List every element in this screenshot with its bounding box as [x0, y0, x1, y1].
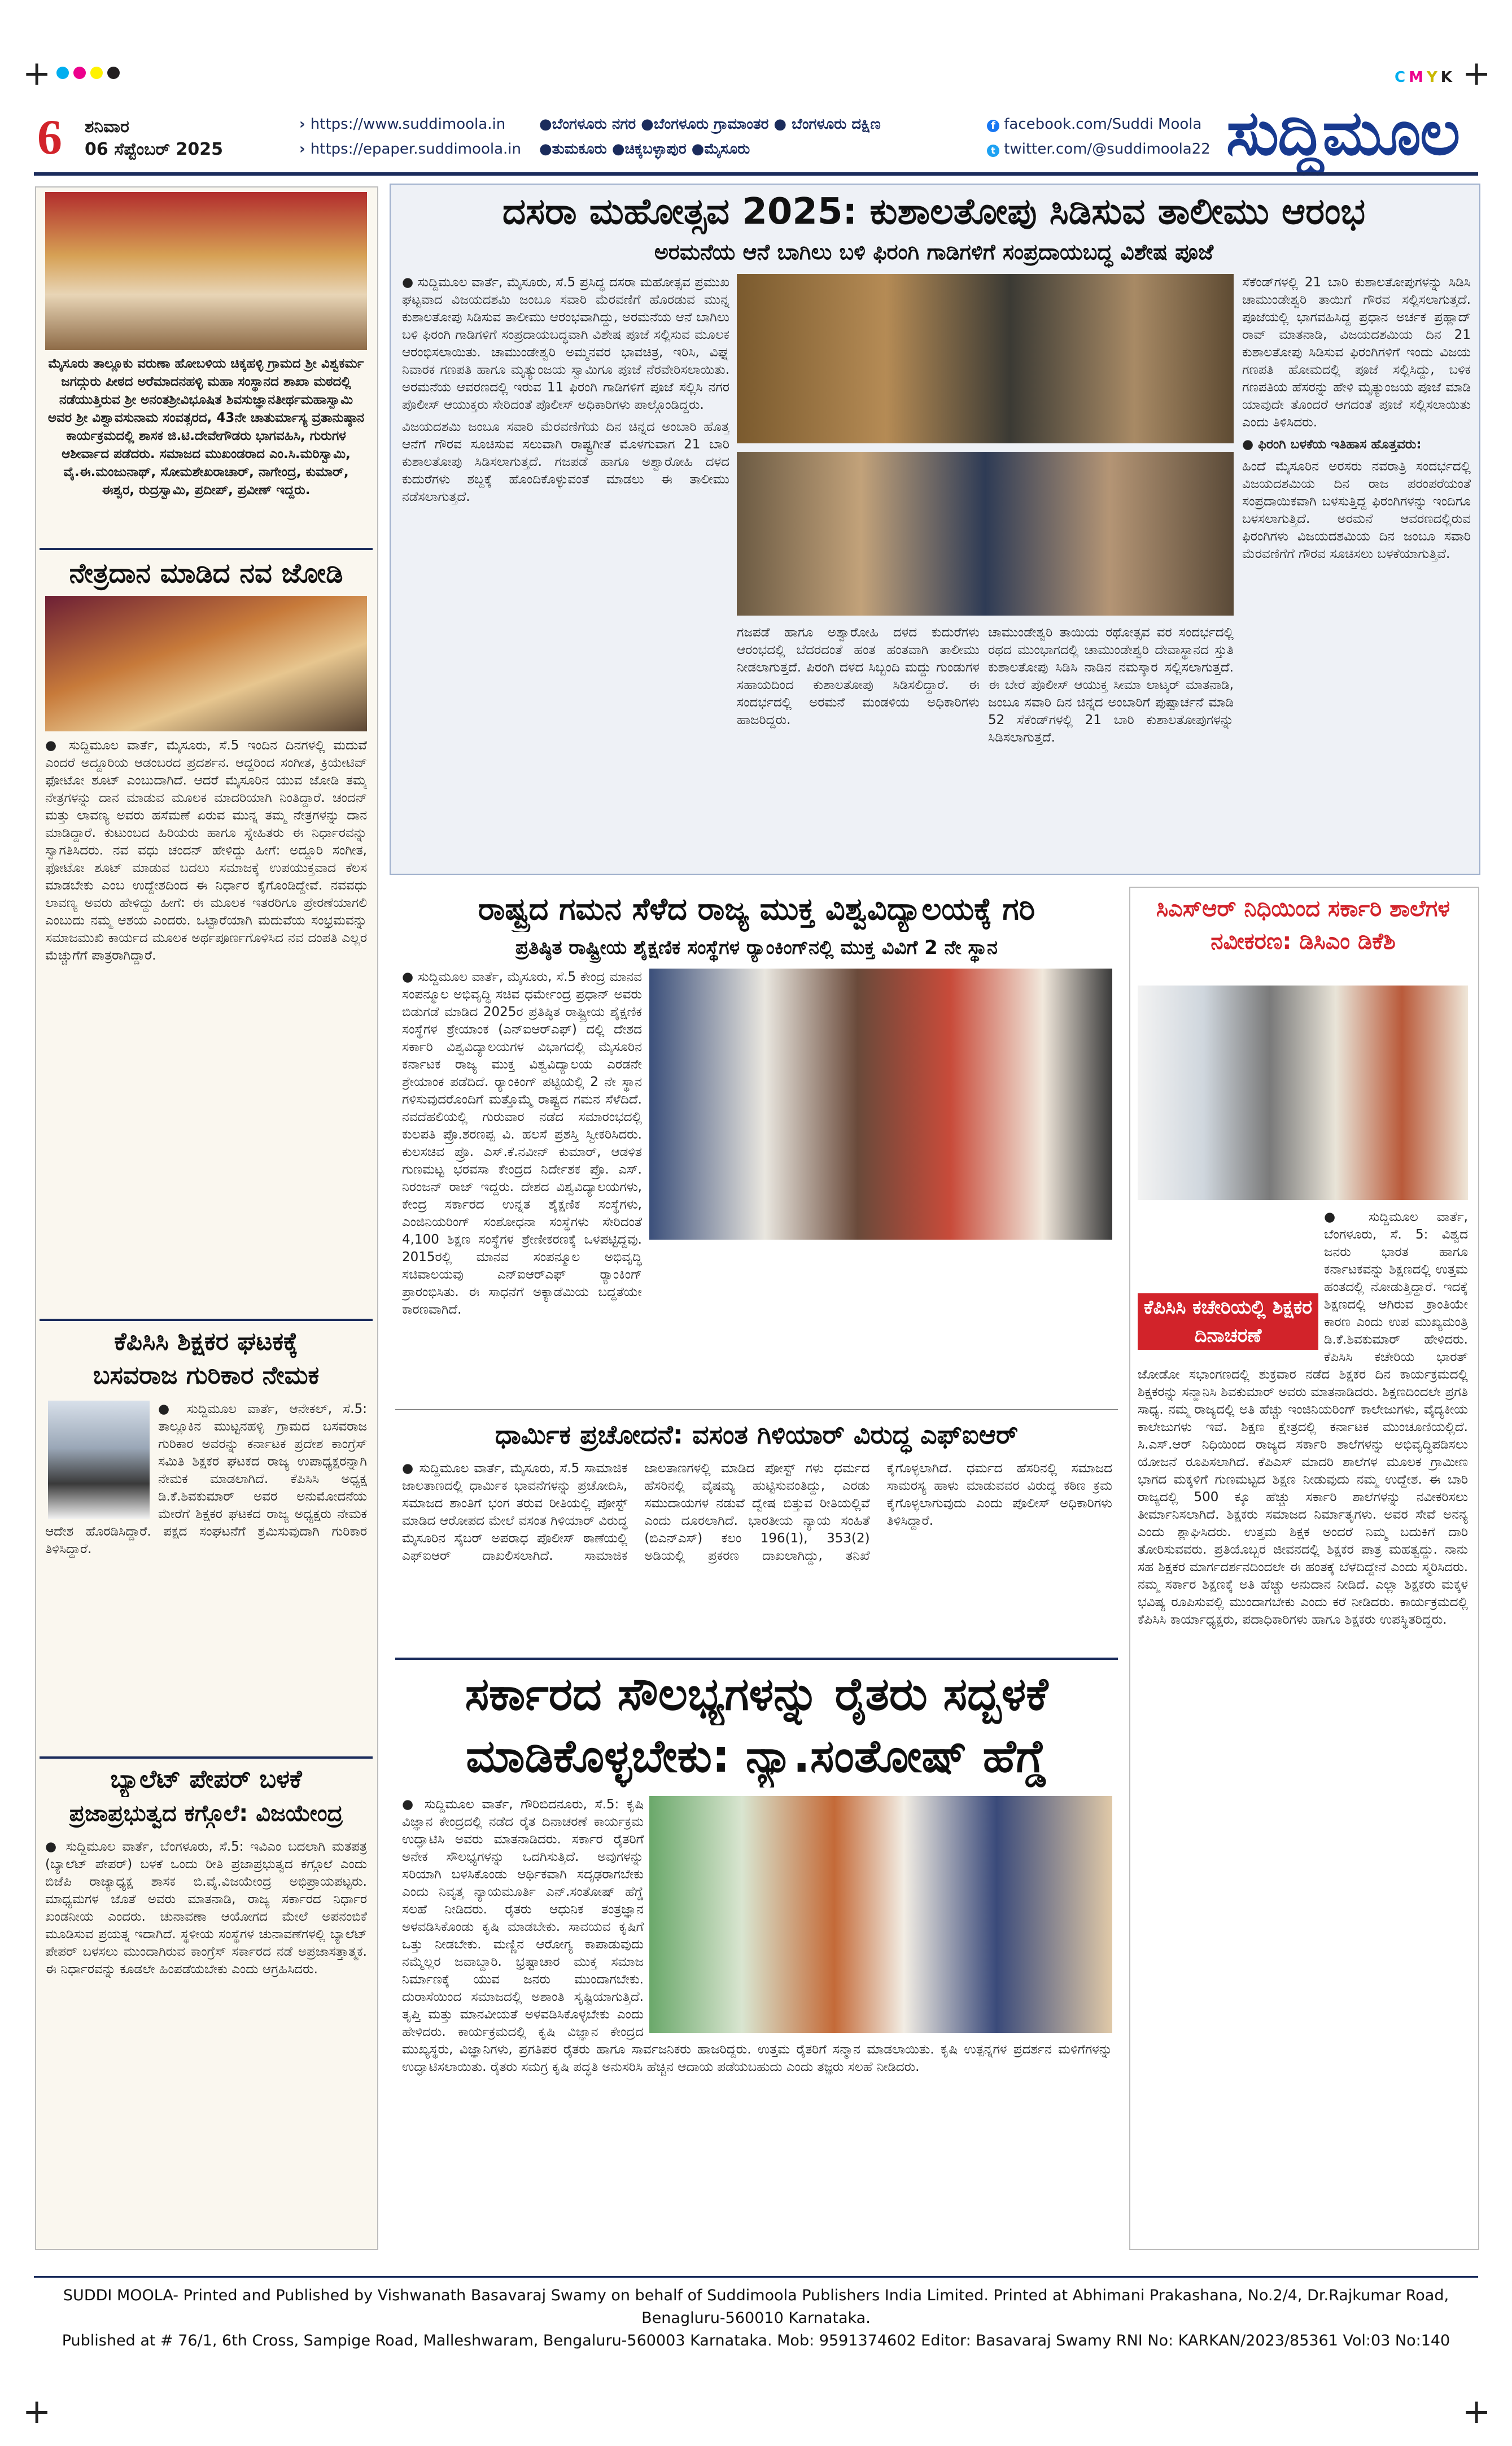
date-block [85, 116, 223, 161]
police-officers-photo [737, 452, 1234, 616]
ksou-body-cont [649, 1245, 1112, 1403]
dasara-col3: ಗಜಪಡೆ ಹಾಗೂ ಅಶ್ವಾರೋಹಿ ದಳದ ಕುದುರೆಗಳು ಆರಂಭದಲ್ಲಿ ಬೆದರದಂತೆ ಹಂತ ಹಂತವಾಗಿ ತಾಲೀಮು ನೀಡಲಾಗುತ್ತದೆ. ಪಿರಂಗಿ ದಳದ ಸಿಬ್ಬಂದಿ ಮದ್ದು ಗುಂಡುಗಳ ಸಹಾಯದಿಂದ ಕುಶಾಲತೋಪು ಸಿಡಿಸಲಿದ್ದಾರೆ. ಈ ಸಂದರ್ಭದಲ್ಲಿ ಅರಮನೆ ಮಂಡಳಿಯ ಅಧಿಕಾರಿಗಳು ಹಾಜರಿದ್ದರು. [737, 625, 980, 727]
black-dot [107, 67, 120, 79]
dasara-para5b: ಹಿಂದೆ ಮೈಸೂರಿನ ಅರಸರು ನವರಾತ್ರಿ ಸಂದರ್ಭದಲ್ಲಿ ವಿಜಯದಶಮಿಯ ದಿನ ರಾಜ ಪರಂಪರೆಯಂತೆ ಸಂಪ್ರದಾಯಿಕವಾಗಿ ಬಳಸುತ್ತಿದ್ದ ಫಿರಂಗಿಗಳನ್ನು ಇಂದಿಗೂ ಬಳಸಲಾಗುತ್ತಿದೆ. ಅರಮನೆ ಆವರಣದಲ್ಲಿರುವ ಫಿರಂಗಿಗಳು ವಿಜಯದಶಮಿಯ ದಿನ ಜಂಬೂ ಸವಾರಿ ಮೆರವಣಿಗೆಗೆ ಗೌರವ ಸೂಚಿಸಲು ಬಳಕೆಯಾಗುತ್ತಿವೆ. [1242, 459, 1471, 561]
dasara-para1: ● ಸುದ್ದಿಮೂಲ ವಾರ್ತೆ, ಮೈಸೂರು, ಸೆ.5 ಪ್ರಸಿದ್ಧ ದಸರಾ ಮಹೋತ್ಸವ ಪ್ರಮುಖ ಘಟ್ಟವಾದ ವಿಜಯದಶಮಿ ಜಂಬೂ ಸವಾರಿ ಮೆರವಣಿಗೆ ಹೊರಡುವ ಮುನ್ನ ಕುಶಾಲತೋಪು ಸಿಡಿಸುವ ತಾಲೀಮು ಆರಂಭವಾಗಿದ್ದು, ಅರಮನೆಯ ಆನೆ ಬಾಗಿಲು ಬಳಿ ಫಿರಂಗಿ ಗಾಡಿಗಳಿಗೆ ಸಂಪ್ರದಾಯಬದ್ಧವಾಗಿ ವಿಶೇಷ ಪೂಜೆ ಸಲ್ಲಿಸುವ ಮೂಲಕ ಆರಂಭಿಸಲಾಯಿತು. ಚಾಮುಂಡೇಶ್ವರಿ ಅಮ್ಮನವರ ಭಾವಚಿತ್ರ, ಇರಿಸಿ, ವಿಘ್ನ ನಿವಾರಕ ಗಣಪತಿ ಹಾಗೂ ಮೃತ್ಯುಂಜಯ ಸ್ವಾಮಿಗೂ ಪೂಜೆ ನೆರವೇರಿಸಲಾಯಿತು. ಅರಮನೆಯ ಆವರಣದಲ್ಲಿ ಇರುವ 11 ಫಿರಂಗಿ ಗಾಡಿಗಳಿಗೆ ಪೂಜೆ ಸಲ್ಲಿಸಿ ನಗರ ಪೊಲೀಸ್ ಆಯುಕ್ತರು ಸೇರಿದಂತೆ ಪೊಲೀಸ್ ಅಧಿಕಾರಿಗಳು ಪಾಲ್ಗೊಂಡಿದ್ದರು. [402, 275, 729, 412]
eye-donation-body: ● ಸುದ್ದಿಮೂಲ ವಾರ್ತೆ, ಮೈಸೂರು, ಸೆ.5 ಇಂದಿನ ದಿನಗಳಲ್ಲಿ ಮದುವೆ ಎಂದರೆ ಅದ್ದೂರಿಯ ಆಡಂಬರದ ಪ್ರದರ್ಶನ. ಆದ್ದರಿಂದ ಸಂಗೀತ, ಕ್ರಿಯೇಟಿವ್ ಫೋಟೋ ಶೂಟ್ ಎಂಬುದಾಗಿದೆ. ಆದರೆ ಮೈಸೂರಿನ ಯುವ ಜೋಡಿ ತಮ್ಮ ನೇತ್ರಗಳನ್ನು ದಾನ ಮಾಡುವ ಮೂಲಕ ಮಾದರಿಯಾಗಿ ನಿಂತಿದ್ದಾರೆ. ಚಂದನ್ ಮತ್ತು ಲಾವಣ್ಯ ಅವರು ಹಸೆಮಣೆ ಏರುವ ಮುನ್ನ ತಮ್ಮ ನೇತ್ರಗಳನ್ನು ದಾನ ಮಾಡಿದ್ದಾರೆ. ಕುಟುಂಬದ ಹಿರಿಯರು ಹಾಗೂ ಸ್ನೇಹಿತರು ಈ ನಿರ್ಧಾರವನ್ನು ಸ್ವಾಗತಿಸಿದರು. ನವ ವಧು ಚಂದನ್ ಹೇಳಿದ್ದು ಹೀಗೆ: ಅದ್ದೂರಿ ಸಂಗೀತ, ಫೋಟೋ ಶೂಟ್ ಮಾಡುವ ಬದಲು ಸಮಾಜಕ್ಕೆ ಉಪಯುಕ್ತವಾದ ಕೆಲಸ ಮಾಡಬೇಕು ಎಂಬ ಉದ್ದೇಶದಿಂದ ಈ ನಿರ್ಧಾರ ಕೈಗೊಂಡಿದ್ದೇವೆ. ನವವಧು ಲಾವಣ್ಯ ಅವರು ಹೇಳಿದ್ದು ಹೀಗೆ: ಈ ಮೂಲಕ ಇತರರಿಗೂ ಪ್ರೇರಣೆಯಾಗಲಿ ಎಂಬುದು ನಮ್ಮ ಆಶಯ ಎಂದರು. ಒಟ್ಟಾರೆಯಾಗಿ ಮದುವೆಯ ಸಂಭ್ರಮವನ್ನು ಸಮಾಜಮುಖಿ ಕಾರ್ಯದ ಮೂಲಕ ಅರ್ಥಪೂರ್ಣಗೊಳಿಸಿದ ನವ ದಂಪತಿ ಎಲ್ಲರ ಮೆಚ್ಚುಗೆಗೆ ಪಾತ್ರರಾಗಿದ್ದಾರೆ. [45, 738, 367, 963]
header-rule [34, 172, 1478, 176]
eye-donation-headline: ನೇತ್ರದಾನ ಮಾಡಿದ ನವ ಜೋಡಿ [69, 557, 343, 589]
twitter-icon: t [987, 145, 999, 157]
dasara-subhead2: ● ಫಿರಂಗಿ ಬಳಕೆಯ ಇತಿಹಾಸ ಹೊತ್ತವರು: [1242, 437, 1422, 452]
ballot-headline-a: ಬ್ಯಾಲೆಟ್ ಪೇಪರ್ ಬಳಕೆ [110, 1765, 302, 1794]
badge-spacer [1138, 1209, 1324, 1361]
cmyk-k: K [1440, 69, 1456, 86]
dk-body-text: ● ಸುದ್ದಿಮೂಲ ವಾರ್ತೆ, ಬೆಂಗಳೂರು, ಸೆ. 5: ವಿಶ್ವದ ಜನರು ಭಾರತ ಹಾಗೂ ಕರ್ನಾಟಕವನ್ನು ಶಿಕ್ಷಣದಲ್ಲಿ ಉತ್ತಮ ಹಂತದಲ್ಲಿ ನೋಡುತ್ತಿದ್ದಾರೆ. ಇದಕ್ಕೆ ಶಿಕ್ಷಣದಲ್ಲಿ ಆಗಿರುವ ಕ್ರಾಂತಿಯೇ ಕಾರಣ ಎಂದು ಉಪ ಮುಖ್ಯಮಂತ್ರಿ ಡಿ.ಕೆ.ಶಿವಕುಮಾರ್ ಹೇಳಿದರು. ಕೆಪಿಸಿಸಿ ಕಚೇರಿಯ ಭಾರತ್ ಜೋಡೋ ಸಭಾಂಗಣದಲ್ಲಿ ಶುಕ್ರವಾರ ನಡೆದ ಶಿಕ್ಷಕರ ದಿನ ಕಾರ್ಯಕ್ರಮದಲ್ಲಿ ಶಿಕ್ಷಕರನ್ನು ಸನ್ಮಾನಿಸಿ ಶಿವಕುಮಾರ್ ಅವರು ಮಾತನಾಡಿದರು. ಶಿಕ್ಷಣದಿಂದಲೇ ಪ್ರಗತಿ ಸಾಧ್ಯ. ನಮ್ಮ ರಾಜ್ಯದಲ್ಲಿ ಅತಿ ಹೆಚ್ಚು ಇಂಜಿನಿಯರಿಂಗ್ ಕಾಲೇಜುಗಳು, ವೈದ್ಯಕೀಯ ಕಾಲೇಜುಗಳು ಇವೆ. ಶಿಕ್ಷಣ ಕ್ಷೇತ್ರದಲ್ಲಿ ಕರ್ನಾಟಕ ಮುಂಚೂಣಿಯಲ್ಲಿದೆ. ಸಿ.ಎಸ್.ಆರ್ ನಿಧಿಯಿಂದ ರಾಜ್ಯದ ಸರ್ಕಾರಿ ಶಾಲೆಗಳನ್ನು ಅಭಿವೃದ್ಧಿಪಡಿಸಲು ಯೋಜನೆ ರೂಪಿಸಲಾಗಿದೆ. ಕೆಪಿಎಸ್ ಮಾದರಿ ಶಾಲೆಗಳ ಮೂಲಕ ಗ್ರಾಮೀಣ ಭಾಗದ ಮಕ್ಕಳಿಗೆ ಗುಣಮಟ್ಟದ ಶಿಕ್ಷಣ ನೀಡುವುದು ನಮ್ಮ ಉದ್ದೇಶ. ಈ ಬಾರಿ ರಾಜ್ಯದಲ್ಲಿ 500 ಕ್ಕೂ ಹೆಚ್ಚು ಸರ್ಕಾರಿ ಶಾಲೆಗಳನ್ನು ನವೀಕರಿಸಲು ತೀರ್ಮಾನಿಸಲಾಗಿದೆ. ಶಿಕ್ಷಕರು ಸಮಾಜದ ನಿರ್ಮಾತೃಗಳು. ಅವರ ಸೇವೆ ಅನನ್ಯ ಎಂದು ಶ್ಲಾಘಿಸಿದರು. ಉತ್ತಮ ಶಿಕ್ಷಕ ಅಂದರೆ ನಿಮ್ಮ ಬದುಕಿಗೆ ದಾರಿ ತೋರಿಸುವವರು. ಪ್ರತಿಯೊಬ್ಬರ ಜೀವನದಲ್ಲಿ ಶಿಕ್ಷಕರ ಪಾತ್ರ ಮಹತ್ವದ್ದು. ನಾನು ಸಹ ಶಿಕ್ಷಕರ ಮಾರ್ಗದರ್ಶನದಿಂದಲೇ ಈ ಹಂತಕ್ಕೆ ಬೆಳೆದಿದ್ದೇನೆ ಎಂದು ಸ್ಮರಿಸಿದರು. ನಮ್ಮ ಸರ್ಕಾರ ಶಿಕ್ಷಣಕ್ಕೆ ಅತಿ ಹೆಚ್ಚು ಅನುದಾನ ನೀಡಿದೆ. ಎಲ್ಲಾ ಶಿಕ್ಷಕರು ಮಕ್ಕಳ ಭವಿಷ್ಯ ರೂಪಿಸುವಲ್ಲಿ ಮುಂದಾಗಬೇಕು ಎಂದು ಕರೆ ನೀಡಿದರು. ಕಾರ್ಯಕ್ರಮದಲ್ಲಿ ಕೆಪಿಸಿಸಿ ಕಾರ್ಯಾಧ್ಯಕ್ಷರು, ಪದಾಧಿಕಾರಿಗಳು ಹಾಗೂ ಶಿಕ್ಷಕರು ಉಪಸ್ಥಿತರಿದ್ದರು. [1138, 1210, 1468, 1627]
masthead-logo: ಸುದ್ದಿಮೂಲ [1226, 97, 1459, 169]
dasara-col5 [1242, 274, 1471, 867]
yellow-dot [90, 67, 103, 79]
dasara-col1 [402, 274, 729, 867]
facebook-icon: f [987, 120, 999, 132]
imprint [34, 2284, 1478, 2352]
cmyk-m: M [1409, 69, 1427, 86]
website-link[interactable]: https://www.suddimoola.in [310, 116, 506, 133]
farmers-headline-2: ಮಾಡಿಕೊಳ್ಳಬೇಕು: ನ್ಯಾ.ಸಂತೋಷ್ ಹೆಗ್ಡೆ [466, 1730, 1047, 1782]
divider [40, 1319, 373, 1321]
dasara-subhead: ಅರಮನೆಯ ಆನೆ ಬಾಗಿಲು ಬಳಿ ಫಿರಂಗಿ ಗಾಡಿಗಳಿಗೆ ಸಂಪ್ರದಾಯಬದ್ಧ ವಿಶೇಷ ಪೂಜೆ [654, 239, 1214, 264]
kpcc-body [45, 1401, 367, 1751]
imprint-line1: SUDDI MOOLA- Printed and Published by Vishwanath Basavaraj Swamy on behalf of Suddimoola Publishers India Limited. Printed at Abhimani Prakashana, No.2/4, Dr.Rajkumar Road, Benagluru-560010 Karnataka. [63, 2287, 1449, 2327]
dasara-col4: ಚಾಮುಂಡೇಶ್ವರಿ ತಾಯಿಯ ರಥೋತ್ಸವ ವರ ಸಂದರ್ಭದಲ್ಲಿ ರಥದ ಮುಂಭಾಗದಲ್ಲಿ ಚಾಮುಂಡೇಶ್ವರಿ ದೇವಾಸ್ಥಾನದ ಸ್ತುತಿ ಕುಶಾಲತೋಪು ಸಿಡಿಸಿ ನಾಡಿನ ನಮಸ್ಕಾರ ಸಲ್ಲಿಸಲಾಗುತ್ತದೆ. ಈ ಬೇರೆ ಪೊಲೀಸ್ ಆಯುಕ್ತ ಸೀಮಾ ಲಾಟ್ಕರ್ ಮಾತನಾಡಿ, ಜಂಬೂ ಸವಾರಿ ದಿನ ಚಿನ್ನದ ಅಂಬಾರಿಗೆ ಪುಷ್ಪಾರ್ಚನೆ ಮಾಡಿ 52 ಸೆಕೆಂಡ್‌ಗಳಲ್ಲಿ 21 ಬಾರಿ ಕುಶಾಲತೋಪುಗಳನ್ನು ಸಿಡಿಸಲಾಗುತ್ತದೆ. [988, 625, 1234, 745]
farmers-body [402, 1796, 1112, 2248]
cmyk-label [1395, 69, 1456, 86]
facebook-link[interactable]: facebook.com/Suddi Moola [1004, 116, 1202, 133]
page-number: 6 [37, 110, 62, 165]
day: ಶನಿವಾರ [85, 117, 129, 137]
swamiji-photo [45, 192, 367, 350]
divider [395, 1658, 1118, 1660]
imprint-line2: Published at # 76/1, 6th Cross, Sampige Road, Malleshwaram, Bengaluru-560003 Karnataka. Mob: 9591374602 Editor: Basavaraj Swamy RNI No: KARKAN/2023/85361 Vol:03 No:140 [62, 2332, 1450, 2349]
editions-line1: ●ಬೆಂಗಳೂರು ನಗರ ●ಬೆಂಗಳೂರು ಗ್ರಾಮಾಂತರ ● ಬೆಂಗಳೂರು ದಕ್ಷಿಣ [539, 116, 881, 133]
dk-event-photo [1138, 986, 1468, 1200]
registration-mark-tr: + [1462, 54, 1491, 93]
cmyk-c: C [1395, 69, 1409, 86]
web-links: › https://www.suddimoola.in › https://epaper.suddimoola.in [299, 116, 521, 158]
fir-headline: ಧಾರ್ಮಿಕ ಪ್ರಚೋದನೆ: ವಸಂತ ಗಿಳಿಯಾರ್ ವಿರುದ್ಧ ಎಫ್‌ಐಆರ್ [495, 1419, 1019, 1450]
dk-body [1138, 1209, 1468, 2242]
ballot-headline-b: ಪ್ರಜಾಪ್ರಭುತ್ವದ ಕಗ್ಗೊಲೆ: ವಿಜಯೇಂದ್ರ [69, 1800, 343, 1826]
farmers-headline-1: ಸರ್ಕಾರದ ಸೌಲಭ್ಯಗಳನ್ನು ರೈತರು ಸದ್ಬಳಕೆ [465, 1668, 1048, 1720]
fir-body: ● ಸುದ್ದಿಮೂಲ ವಾರ್ತೆ, ಮೈಸೂರು, ಸೆ.5 ಸಾಮಾಜಿಕ ಜಾಲತಾಣದಲ್ಲಿ ಧಾರ್ಮಿಕ ಭಾವನೆಗಳನ್ನು ಪ್ರಚೋದಿಸಿ, ಸಮಾಜದ ಶಾಂತಿಗೆ ಭಂಗ ತರುವ ರೀತಿಯಲ್ಲಿ ಪೋಸ್ಟ್ ಮಾಡಿದ ಆರೋಪದ ಮೇಲೆ ವಸಂತ ಗಿಳಿಯಾರ್ ವಿರುದ್ಧ ಮೈಸೂರಿನ ಸೈಬರ್ ಅಪರಾಧ ಪೊಲೀಸ್ ಠಾಣೆಯಲ್ಲಿ ಎಫ್‌ಐಆರ್ ದಾಖಲಿಸಲಾಗಿದೆ. ಸಾಮಾಜಿಕ ಜಾಲತಾಣಗಳಲ್ಲಿ ಮಾಡಿದ ಪೋಸ್ಟ್ ಗಳು ಧರ್ಮದ ಹೆಸರಿನಲ್ಲಿ ವೈಷಮ್ಯ ಹುಟ್ಟಿಸುವಂತಿದ್ದು, ಎರಡು ಸಮುದಾಯಗಳ ನಡುವೆ ದ್ವೇಷ ಬಿತ್ತುವ ರೀತಿಯಲ್ಲಿವೆ ಎಂದು ದೂರಲಾಗಿದೆ. ಭಾರತೀಯ ನ್ಯಾಯ ಸಂಹಿತೆ (ಬಿಎನ್‌ಎಸ್) ಕಲಂ 196(1), 353(2) ಅಡಿಯಲ್ಲಿ ಪ್ರಕರಣ ದಾಖಲಾಗಿದ್ದು, ತನಿಖೆ ಕೈಗೊಳ್ಳಲಾಗಿದೆ. ಧರ್ಮದ ಹೆಸರಿನಲ್ಲಿ ಸಮಾಜದ ಸಾಮರಸ್ಯ ಹಾಳು ಮಾಡುವವರ ವಿರುದ್ಧ ಕಠಿಣ ಕ್ರಮ ಕೈಗೊಳ್ಳಲಾಗುವುದು ಎಂದು ಪೊಲೀಸ್ ಅಧಿಕಾರಿಗಳು ತಿಳಿಸಿದ್ದಾರೆ. [402, 1461, 1112, 1563]
editions-line2: ●ತುಮಕೂರು ●ಚಿಕ್ಕಬಳ್ಳಾಪುರ ●ಮೈಸೂರು [539, 141, 750, 158]
divider [40, 548, 373, 550]
farmers-body-text: ● ಸುದ್ದಿಮೂಲ ವಾರ್ತೆ, ಗೌರಿಬಿದನೂರು, ಸೆ.5: ಕೃಷಿ ವಿಜ್ಞಾನ ಕೇಂದ್ರದಲ್ಲಿ ನಡೆದ ರೈತ ದಿನಾಚರಣೆ ಕಾರ್ಯಕ್ರಮ ಉದ್ಘಾಟಿಸಿ ಅವರು ಮಾತನಾಡಿದರು. ಸರ್ಕಾರ ರೈತರಿಗೆ ಅನೇಕ ಸೌಲಭ್ಯಗಳನ್ನು ಒದಗಿಸುತ್ತಿದೆ. ಅವುಗಳನ್ನು ಸರಿಯಾಗಿ ಬಳಸಿಕೊಂಡು ಆರ್ಥಿಕವಾಗಿ ಸದೃಢರಾಗಬೇಕು ಎಂದು ನಿವೃತ್ತ ನ್ಯಾಯಮೂರ್ತಿ ಎನ್.ಸಂತೋಷ್ ಹೆಗ್ಡೆ ಸಲಹೆ ನೀಡಿದರು. ರೈತರು ಆಧುನಿಕ ತಂತ್ರಜ್ಞಾನ ಅಳವಡಿಸಿಕೊಂಡು ಕೃಷಿ ಮಾಡಬೇಕು. ಸಾವಯವ ಕೃಷಿಗೆ ಒತ್ತು ನೀಡಬೇಕು. ಮಣ್ಣಿನ ಆರೋಗ್ಯ ಕಾಪಾಡುವುದು ನಮ್ಮೆಲ್ಲರ ಜವಾಬ್ದಾರಿ. ಭ್ರಷ್ಟಾಚಾರ ಮುಕ್ತ ಸಮಾಜ ನಿರ್ಮಾಣಕ್ಕೆ ಯುವ ಜನರು ಮುಂದಾಗಬೇಕು. ದುರಾಸೆಯಿಂದ ಸಮಾಜದಲ್ಲಿ ಅಶಾಂತಿ ಸೃಷ್ಟಿಯಾಗುತ್ತಿದೆ. ತೃಪ್ತಿ ಮತ್ತು ಮಾನವೀಯತೆ ಅಳವಡಿಸಿಕೊಳ್ಳಬೇಕು ಎಂದು ಹೇಳಿದರು. ಕಾರ್ಯಕ್ರಮದಲ್ಲಿ ಕೃಷಿ ವಿಜ್ಞಾನ ಕೇಂದ್ರದ ಮುಖ್ಯಸ್ಥರು, ವಿಜ್ಞಾನಿಗಳು, ಪ್ರಗತಿಪರ ರೈತರು ಹಾಗೂ ಸಾರ್ವಜನಿಕರು ಹಾಜರಿದ್ದರು. ಉತ್ತಮ ರೈತರಿಗೆ ಸನ್ಮಾನ ಮಾಡಲಾಯಿತು. ಕೃಷಿ ಉತ್ಪನ್ನಗಳ ಪ್ರದರ್ಶನ ಮಳಿಗೆಗಳನ್ನು ಉದ್ಘಾಟಿಸಲಾಯಿತು. ರೈತರು ಸಮಗ್ರ ಕೃಷಿ ಪದ್ಧತಿ ಅನುಸರಿಸಿ ಹೆಚ್ಚಿನ ಆದಾಯ ಪಡೆಯಬಹುದು ಎಂದು ತಜ್ಞರು ಸಲಹೆ ನೀಡಿದರು. [402, 1797, 1112, 2074]
registration-mark-tl: + [23, 54, 51, 93]
teachers-day-badge: ಕೆಪಿಸಿಸಿ ಕಚೇರಿಯಲ್ಲಿ ಶಿಕ್ಷಕರ ದಿನಾಚರಣೆ [1138, 1293, 1318, 1350]
ksou-headline: ರಾಷ್ಟ್ರದ ಗಮನ ಸೆಳೆದ ರಾಜ್ಯ ಮುಕ್ತ ವಿಶ್ವವಿದ್ಯಾಲಯಕ್ಕೆ ಗರಿ [478, 891, 1035, 927]
ksou-award-photo [649, 969, 1112, 1240]
dasara-headline: ದಸರಾ ಮಹೋತ್ಸವ 2025: ಕುಶಾಲತೋಪು ಸಿಡಿಸುವ ತಾಲೀಮು ಆರಂಭ [502, 191, 1366, 233]
date: 06 ಸೆಪ್ಟೆಂಬರ್ 2025 [85, 139, 224, 159]
registration-mark-br: + [1462, 2392, 1491, 2431]
photo-caption: ಮೈಸೂರು ತಾಲ್ಲೂಕು ವರುಣಾ ಹೋಬಳಿಯ ಚಿಕ್ಕಹಳ್ಳಿ ಗ್ರಾಮದ ಶ್ರೀ ವಿಶ್ವಕರ್ಮ ಜಗದ್ಗುರು ಪೀಠದ ಅರೆಮಾದನಹಳ್ಳಿ ಮಹಾ ಸಂಸ್ಥಾನದ ಶಾಖಾ ಮಠದಲ್ಲಿ ನಡೆಯುತ್ತಿರುವ ಶ್ರೀ ಅನಂತಶ್ರೀವಿಭೂಷಿತ ಶಿವಸುಜ್ಞಾನತೀರ್ಥಮಹಾಸ್ವಾಮಿ ಅವರ ಶ್ರೀ ವಿಶ್ವಾವಸುನಾಮ ಸಂವತ್ಸರದ, 43ನೇ ಚಾತುರ್ಮಾಸ್ಯ ವ್ರತಾನುಷ್ಠಾನ ಕಾರ್ಯಕ್ರಮದಲ್ಲಿ ಶಾಸಕ ಜಿ.ಟಿ.ದೇವೇಗೌಡರು ಭಾಗವಹಿಸಿ, ಗುರುಗಳ ಆಶೀರ್ವಾದ ಪಡೆದರು. ಸಮಾಜದ ಮುಖಂಡರಾದ ಎಂ.ಸಿ.ಮರಿಸ್ವಾಮಿ, ವೈ.ಈ.ಮಂಜುನಾಥ್, ಸೋಮಶೇಖರಾಚಾರ್, ನಾಗೇಂದ್ರ, ಕುಮಾರ್, ಈಶ್ವರ, ರುದ್ರಸ್ವಾಮಿ, ಪ್ರದೀಪ್, ಪ್ರವೀಣ್ ಇದ್ದರು. [47, 356, 365, 498]
portrait-spacer [45, 1401, 158, 1522]
kpcc-headline-a: ಕೆಪಿಸಿಸಿ ಶಿಕ್ಷಕರ ಘಟಕಕ್ಕೆ [114, 1327, 298, 1356]
editions [539, 112, 881, 162]
color-dots [56, 67, 120, 79]
kpcc-headline-b: ಬಸವರಾಜ ಗುರಿಕಾರ ನೇಮಕ [93, 1361, 320, 1390]
ksou-body: ● ಸುದ್ದಿಮೂಲ ವಾರ್ತೆ, ಮೈಸೂರು, ಸೆ.5 ಕೇಂದ್ರ ಮಾನವ ಸಂಪನ್ಮೂಲ ಅಭಿವೃದ್ಧಿ ಸಚಿವ ಧರ್ಮೇಂದ್ರ ಪ್ರಧಾನ್ ಅವರು ಬಿಡುಗಡೆ ಮಾಡಿದ 2025ರ ಪ್ರತಿಷ್ಠಿತ ರಾಷ್ಟ್ರೀಯ ಶೈಕ್ಷಣಿಕ ಸಂಸ್ಥೆಗಳ ಶ್ರೇಯಾಂಕ (ಎನ್‌ಐಆರ್‌ಎಫ್) ದಲ್ಲಿ ದೇಶದ ಸರ್ಕಾರಿ ವಿಶ್ವವಿದ್ಯಾಲಯಗಳ ವಿಭಾಗದಲ್ಲಿ ಮೈಸೂರಿನ ಕರ್ನಾಟಕ ರಾಜ್ಯ ಮುಕ್ತ ವಿಶ್ವವಿದ್ಯಾಲಯ ಎರಡನೇ ಶ್ರೇಯಾಂಕ ಪಡೆದಿದೆ. ರ್‍ಯಾಂಕಿಂಗ್ ಪಟ್ಟಿಯಲ್ಲಿ 2 ನೇ ಸ್ಥಾನ ಗಳಿಸುವುದರೊಂದಿಗೆ ಮತ್ತೊಮ್ಮೆ ರಾಷ್ಟ್ರದ ಗಮನ ಸೆಳೆದಿದೆ. ನವದೆಹಲಿಯಲ್ಲಿ ಗುರುವಾರ ನಡೆದ ಸಮಾರಂಭದಲ್ಲಿ ಕುಲಪತಿ ಪ್ರೊ.ಶರಣಪ್ಪ ವಿ. ಹಲಸೆ ಪ್ರಶಸ್ತಿ ಸ್ವೀಕರಿಸಿದರು. ಕುಲಸಚಿವ ಪ್ರೊ. ಎಸ್.ಕೆ.ನವೀನ್ ಕುಮಾರ್, ಆಡಳಿತ ಗುಣಮಟ್ಟ ಭರವಸಾ ಕೇಂದ್ರದ ನಿರ್ದೇಶಕ ಪ್ರೊ. ಎಸ್. ನಿರಂಜನ್ ರಾಜ್ ಇದ್ದರು. ದೇಶದ ವಿಶ್ವವಿದ್ಯಾಲಯಗಳು, ಕೇಂದ್ರ ಸರ್ಕಾರದ ಉನ್ನತ ಶೈಕ್ಷಣಿಕ ಸಂಸ್ಥೆಗಳು, ಎಂಜಿನಿಯರಿಂಗ್ ಸಂಶೋಧನಾ ಸಂಸ್ಥೆಗಳು ಸೇರಿದಂತೆ 4,100 ಶಿಕ್ಷಣ ಸಂಸ್ಥೆಗಳ ಶ್ರೇಣೀಕರಣಕ್ಕೆ ಒಳಪಟ್ಟಿದ್ದವು. 2015ರಲ್ಲಿ ಮಾನವ ಸಂಪನ್ಮೂಲ ಅಭಿವೃದ್ಧಿ ಸಚಿವಾಲಯವು ಎನ್‌ಐಆರ್‌ಎಫ್ ರ್‍ಯಾಂಕಿಂಗ್ ಪ್ರಾರಂಭಿಸಿತು. ಈ ಸಾಧನೆಗೆ ಅಕ್ಯಾಡೆಮಿಯ ಬದ್ಧತೆಯೇ ಕಾರಣವಾಗಿದೆ. [402, 970, 642, 1317]
photo-spacer [644, 1796, 1112, 2039]
divider [40, 1756, 373, 1759]
dasara-para5: ಸೆಕೆಂಡ್‌ಗಳಲ್ಲಿ 21 ಬಾರಿ ಕುಶಾಲತೋಪುಗಳನ್ನು ಸಿಡಿಸಿ ಚಾಮುಂಡೇಶ್ವರಿ ತಾಯಿಗೆ ಗೌರವ ಸಲ್ಲಿಸಲಾಗುತ್ತದೆ. ಪೂಜೆಯಲ್ಲಿ ಭಾಗವಹಿಸಿದ್ದ ಪ್ರಧಾನ ಅರ್ಚಕ ಪ್ರಹ್ಲಾದ್ ರಾವ್ ಮಾತನಾಡಿ, ವಿಜಯದಶಮಿಯ ದಿನ 21 ಕುಶಾಲತೋಪು ಸಿಡಿಸುವ ಫಿರಂಗಿಗಳಿಗೆ ಇಂದು ವಿಜಯ ಗಣಪತಿ ಹೋಮದಲ್ಲಿ ಪೂಜೆ ಸಲ್ಲಿಸಿದ್ದು, ಬಳಿಕ ಗಣಪತಿಯ ಹೆಸರನ್ನು ಹೇಳಿ ಮೃತ್ಯುಂಜಯ ಪೂಜೆ ಮಾಡಿ ಯಾವುದೇ ತೊಂದರೆ ಆಗದಂತೆ ಪೂಜೆ ಸಲ್ಲಿಸಲಾಯಿತು ಎಂದು ತಿಳಿಸಿದರು. [1242, 275, 1471, 430]
ballot-body: ● ಸುದ್ದಿಮೂಲ ವಾರ್ತೆ, ಬೆಂಗಳೂರು, ಸೆ.5: ಇವಿಎಂ ಬದಲಾಗಿ ಮತಪತ್ರ (ಬ್ಯಾಲೆಟ್ ಪೇಪರ್) ಬಳಕೆ ಒಂದು ರೀತಿ ಪ್ರಜಾಪ್ರಭುತ್ವದ ಕಗ್ಗೊಲೆ ಎಂದು ಬಿಜೆಪಿ ರಾಜ್ಯಾಧ್ಯಕ್ಷ ಶಾಸಕ ಬಿ.ವೈ.ವಿಜಯೇಂದ್ರ ಅಭಿಪ್ರಾಯಪಟ್ಟರು. ಮಾಧ್ಯಮಗಳ ಜೊತೆ ಅವರು ಮಾತನಾಡಿ, ರಾಜ್ಯ ಸರ್ಕಾರದ ನಿರ್ಧಾರ ಖಂಡನೀಯ ಎಂದರು. ಚುನಾವಣಾ ಆಯೋಗದ ಮೇಲೆ ಅಪನಂಬಿಕೆ ಮೂಡಿಸುವ ಪ್ರಯತ್ನ ಇದಾಗಿದೆ. ಸ್ಥಳೀಯ ಸಂಸ್ಥೆಗಳ ಚುನಾವಣೆಗಳಲ್ಲಿ ಬ್ಯಾಲೆಟ್ ಪೇಪರ್ ಬಳಸಲು ಮುಂದಾಗಿರುವ ಕಾಂಗ್ರೆಸ್ ಸರ್ಕಾರದ ನಡೆ ಅಪ್ರಜಾಸತ್ತಾತ್ಮಕ. ಈ ನಿರ್ಧಾರವನ್ನು ಕೂಡಲೇ ಹಿಂಪಡೆಯಬೇಕು ಎಂದು ಆಗ್ರಹಿಸಿದರು. [45, 1839, 367, 1977]
magenta-dot [73, 67, 86, 79]
kpcc-body-text: ● ಸುದ್ದಿಮೂಲ ವಾರ್ತೆ, ಆನೇಕಲ್, ಸೆ.5: ತಾಲ್ಲೂಕಿನ ಮುಟ್ಟನಹಳ್ಳಿ ಗ್ರಾಮದ ಬಸವರಾಜ ಗುರಿಕಾರ ಅವರನ್ನು ಕರ್ನಾಟಕ ಪ್ರದೇಶ ಕಾಂಗ್ರೆಸ್ ಸಮಿತಿ ಶಿಕ್ಷಕರ ಘಟಕದ ರಾಜ್ಯ ಉಪಾಧ್ಯಕ್ಷರನ್ನಾಗಿ ನೇಮಕ ಮಾಡಲಾಗಿದೆ. ಕೆಪಿಸಿಸಿ ಅಧ್ಯಕ್ಷ ಡಿ.ಕೆ.ಶಿವಕುಮಾರ್ ಅವರ ಅನುಮೋದನೆಯ ಮೇರೆಗೆ ಶಿಕ್ಷಕರ ಘಟಕದ ರಾಜ್ಯ ಅಧ್ಯಕ್ಷರು ನೇಮಕ ಆದೇಶ ಹೊರಡಿಸಿದ್ದಾರೆ. ಪಕ್ಷದ ಸಂಘಟನೆಗೆ ಶ್ರಮಿಸುವುದಾಗಿ ಗುರಿಕಾರ ತಿಳಿಸಿದ್ದಾರೆ. [45, 1402, 367, 1556]
dasara-para2: ವಿಜಯದಶಮಿ ಜಂಬೂ ಸವಾರಿ ಮೆರವಣಿಗೆಯ ದಿನ ಚಿನ್ನದ ಅಂಬಾರಿ ಹೊತ್ತ ಆನೆಗೆ ಗೌರವ ಸೂಚಿಸುವ ಸಲುವಾಗಿ ರಾಷ್ಟ್ರಗೀತೆ ಮೊಳಗುವಾಗ 21 ಬಾರಿ ಕುಶಾಲತೋಪು ಸಿಡಿಸಲಾಗುತ್ತದೆ. ಗಜಪಡೆ ಹಾಗೂ ಅಶ್ವಾರೋಹಿ ದಳದ ಕುದುರೆಗಳು ಶಬ್ದಕ್ಕೆ ಹೊಂದಿಕೊಳ್ಳುವಂತೆ ಮಾಡಲು ಈ ತಾಲೀಮು ನಡೆಸಲಾಗುತ್ತದೆ. [402, 420, 729, 504]
social-links [987, 112, 1211, 162]
epaper-link[interactable]: https://epaper.suddimoola.in [310, 141, 521, 158]
cannon-puja-photo [737, 274, 1234, 443]
footer-rule [34, 2276, 1478, 2278]
registration-mark-bl: + [23, 2392, 51, 2431]
couple-photo [45, 596, 367, 731]
dk-headline: ಸಿಎಸ್‌ಆರ್ ನಿಧಿಯಿಂದ ಸರ್ಕಾರಿ ಶಾಲೆಗಳ ನವೀಕರಣ: ಡಿಸಿಎಂ ಡಿಕೆಶಿ [1156, 896, 1450, 954]
ksou-subhead: ಪ್ರತಿಷ್ಠಿತ ರಾಷ್ಟ್ರೀಯ ಶೈಕ್ಷಣಿಕ ಸಂಸ್ಥೆಗಳ ರ್‍ಯಾಂಕಿಂಗ್‌ನಲ್ಲಿ ಮುಕ್ತ ವಿವಿಗೆ 2 ನೇ ಸ್ಥಾನ [515, 936, 998, 959]
divider [395, 1409, 1118, 1410]
cmyk-y: Y [1426, 69, 1441, 86]
twitter-link[interactable]: twitter.com/@suddimoola22 [1004, 141, 1211, 158]
cyan-dot [56, 67, 69, 79]
